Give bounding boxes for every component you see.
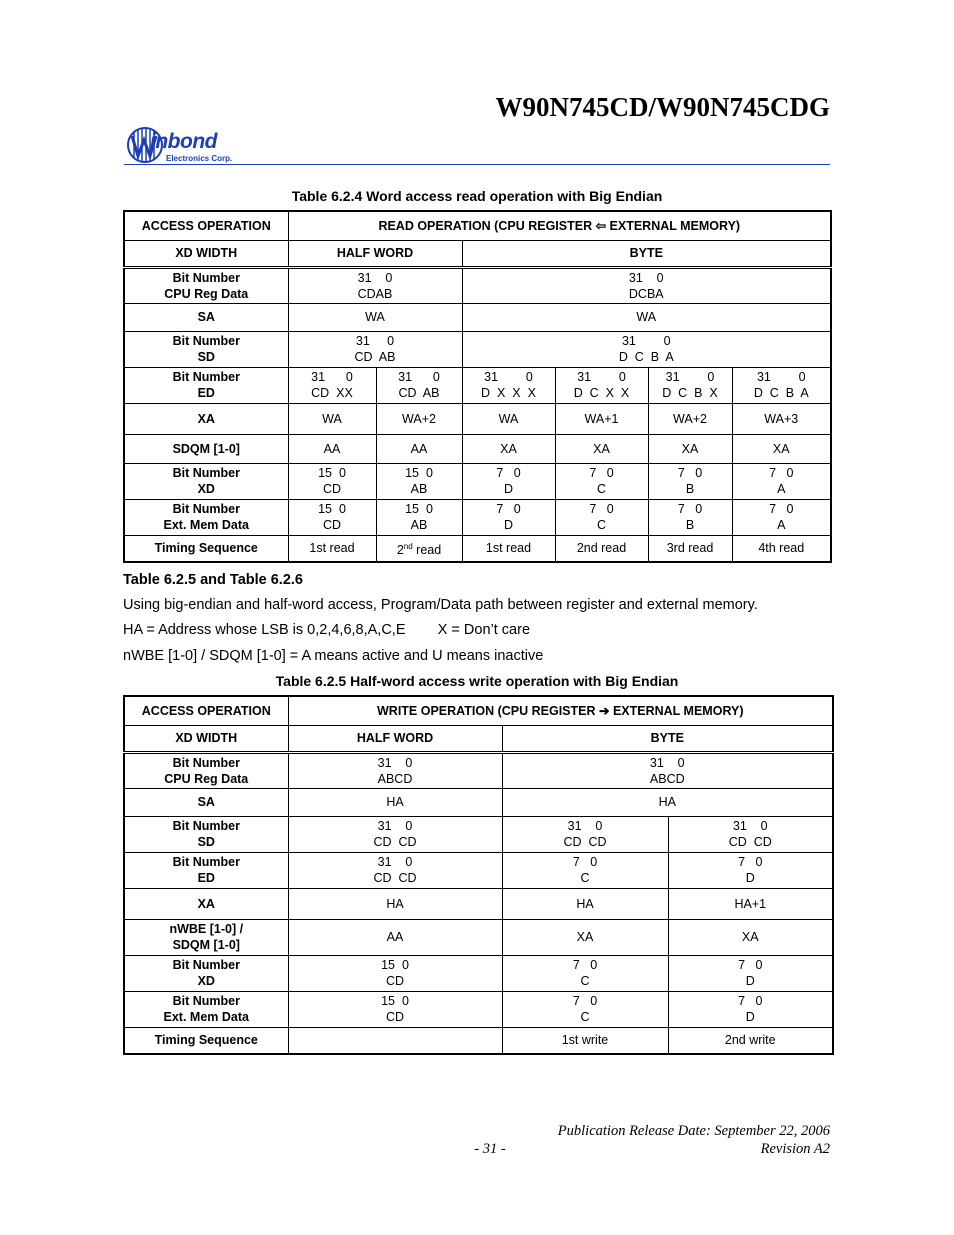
publication-release-date: Publication Release Date: September 22, 2006 <box>557 1123 830 1139</box>
table-cell: 31 0 CD CD <box>668 816 833 852</box>
table1-caption: Table 6.2.4 Word access read operation with Big Endian <box>291 188 663 204</box>
table-cell: 31 0 CD AB <box>376 367 462 403</box>
table-cell: 2nd read <box>555 535 648 562</box>
table-cell: 4th read <box>732 535 831 562</box>
row-label: SDQM [1-0] <box>124 434 288 463</box>
timing-text: read <box>416 542 442 557</box>
table-cell: 2nd write <box>668 1027 833 1054</box>
table-cell: 7 0 D <box>668 955 833 991</box>
table-cell: 31 0 CD AB <box>288 331 462 367</box>
table-cell: XA <box>668 919 833 955</box>
table-cell: 7 0 C <box>555 499 648 535</box>
table-cell: XA <box>732 434 831 463</box>
table-cell <box>288 1027 502 1054</box>
write-operation-header: WRITE OPERATION (CPU REGISTER ➔ EXTERNAL MEMORY) <box>288 696 833 725</box>
row-label: Bit Number XD <box>124 463 288 499</box>
ordinal-suffix: nd <box>403 541 413 551</box>
table-cell: 31 0 D C B A <box>462 331 831 367</box>
table-cell: HA+1 <box>668 888 833 919</box>
table-cell: HA <box>288 788 502 816</box>
table-cell: 15 0 AB <box>376 499 462 535</box>
row-label: Bit Number ED <box>124 367 288 403</box>
body-text: Using big-endian and half-word access, Program/Data path between register and external memory. <box>123 597 758 613</box>
row-label: SA <box>124 303 288 331</box>
table-cell: AA <box>288 919 502 955</box>
table2-caption: Table 6.2.5 Half-word access write operation with Big Endian <box>275 673 679 689</box>
half-word-header: HALF WORD <box>288 240 462 267</box>
row-label: Bit Number XD <box>124 955 288 991</box>
row-label: Bit Number Ext. Mem Data <box>124 991 288 1027</box>
row-label: Bit Number ED <box>124 852 288 888</box>
table-cell: HA <box>502 788 833 816</box>
table-cell: XA <box>502 919 668 955</box>
table-cell: 7 0 C <box>555 463 648 499</box>
row-label: Bit Number Ext. Mem Data <box>124 499 288 535</box>
table-cell <box>376 535 462 562</box>
access-operation-header: ACCESS OPERATION <box>124 696 288 725</box>
table-cell: 7 0 D <box>462 463 555 499</box>
table-cell: WA+2 <box>376 403 462 434</box>
table-cell: 7 0 C <box>502 955 668 991</box>
table-cell: HA <box>502 888 668 919</box>
revision: Revision A2 <box>760 1141 830 1157</box>
table-cell: 7 0 C <box>502 852 668 888</box>
table-cell: 7 0 B <box>648 463 732 499</box>
table2-halfword-write <box>123 695 834 1055</box>
row-label: Bit Number SD <box>124 816 288 852</box>
ordinal-number: 2 <box>396 542 404 557</box>
half-word-header: HALF WORD <box>288 725 502 752</box>
table-cell: 15 0 CD <box>288 955 502 991</box>
row-label: nWBE [1-0] / SDQM [1-0] <box>124 919 288 955</box>
table-cell: WA+3 <box>732 403 831 434</box>
table-cell: 15 0 AB <box>376 463 462 499</box>
row-label: SA <box>124 788 288 816</box>
table-cell: 7 0 A <box>732 499 831 535</box>
table-cell: HA <box>288 888 502 919</box>
table-cell: AA <box>288 434 376 463</box>
table-cell: 7 0 C <box>502 991 668 1027</box>
table-cell: 15 0 CD <box>288 991 502 1027</box>
table-cell: XA <box>648 434 732 463</box>
table-cell: 3rd read <box>648 535 732 562</box>
table-cell: 31 0 D C X X <box>555 367 648 403</box>
table-cell: 15 0 CD <box>288 499 376 535</box>
read-operation-header: READ OPERATION (CPU REGISTER ⇦ EXTERNAL MEMORY) <box>288 211 831 240</box>
logo-subtitle: Electronics Corp. <box>166 154 233 163</box>
table-cell: 31 0 CD CD <box>288 816 502 852</box>
table-cell: 31 0 CDAB <box>288 267 462 303</box>
table-cell: 1st write <box>502 1027 668 1054</box>
table-cell: 7 0 D <box>668 991 833 1027</box>
table-cell: WA <box>462 303 831 331</box>
byte-header: BYTE <box>462 240 831 267</box>
table-cell: WA+1 <box>555 403 648 434</box>
table-cell: 31 0 ABCD <box>502 752 833 788</box>
table-cell: 31 0 D C B A <box>732 367 831 403</box>
body-text: HA = Address whose LSB is 0,2,4,6,8,A,C,E X = Don’t care <box>123 622 531 638</box>
table-cell: XA <box>462 434 555 463</box>
access-operation-header: ACCESS OPERATION <box>124 211 288 240</box>
body-text: nWBE [1-0] / SDQM [1-0] = A means active and U means inactive <box>123 648 544 664</box>
document-title: W90N745CD/W90N745CDG <box>495 92 830 122</box>
table-cell: 31 0 D C B X <box>648 367 732 403</box>
table-cell: 1st read <box>462 535 555 562</box>
header-divider <box>124 164 830 165</box>
table-cell: 31 0 ABCD <box>288 752 502 788</box>
row-label: Timing Sequence <box>124 1027 288 1054</box>
table-cell: 31 0 D X X X <box>462 367 555 403</box>
row-label: Bit Number SD <box>124 331 288 367</box>
row-label: XA <box>124 403 288 434</box>
xd-width-header: XD WIDTH <box>124 240 288 267</box>
table-cell: WA <box>288 303 462 331</box>
table-cell: WA+2 <box>648 403 732 434</box>
table-cell: 31 0 DCBA <box>462 267 831 303</box>
table-cell: 31 0 CD XX <box>288 367 376 403</box>
table-cell: 15 0 CD <box>288 463 376 499</box>
table-cell: 7 0 D <box>668 852 833 888</box>
xd-width-header: XD WIDTH <box>124 725 288 752</box>
row-label: XA <box>124 888 288 919</box>
section-heading: Table 6.2.5 and Table 6.2.6 <box>123 572 303 588</box>
table-cell: AA <box>376 434 462 463</box>
table-cell: XA <box>555 434 648 463</box>
table-cell: 7 0 B <box>648 499 732 535</box>
table-cell: 7 0 D <box>462 499 555 535</box>
table-cell: 1st read <box>288 535 376 562</box>
byte-header: BYTE <box>502 725 833 752</box>
table-cell: 7 0 A <box>732 463 831 499</box>
logo-wordmark: inbond <box>150 130 217 153</box>
page-number: - 31 - <box>474 1141 506 1157</box>
table-cell: WA <box>288 403 376 434</box>
table1-word-read <box>123 210 832 563</box>
row-label: Bit Number CPU Reg Data <box>124 267 288 303</box>
row-label: Bit Number CPU Reg Data <box>124 752 288 788</box>
table-cell: WA <box>462 403 555 434</box>
table-cell: 31 0 CD CD <box>288 852 502 888</box>
row-label: Timing Sequence <box>124 535 288 562</box>
table-cell: 31 0 CD CD <box>502 816 668 852</box>
